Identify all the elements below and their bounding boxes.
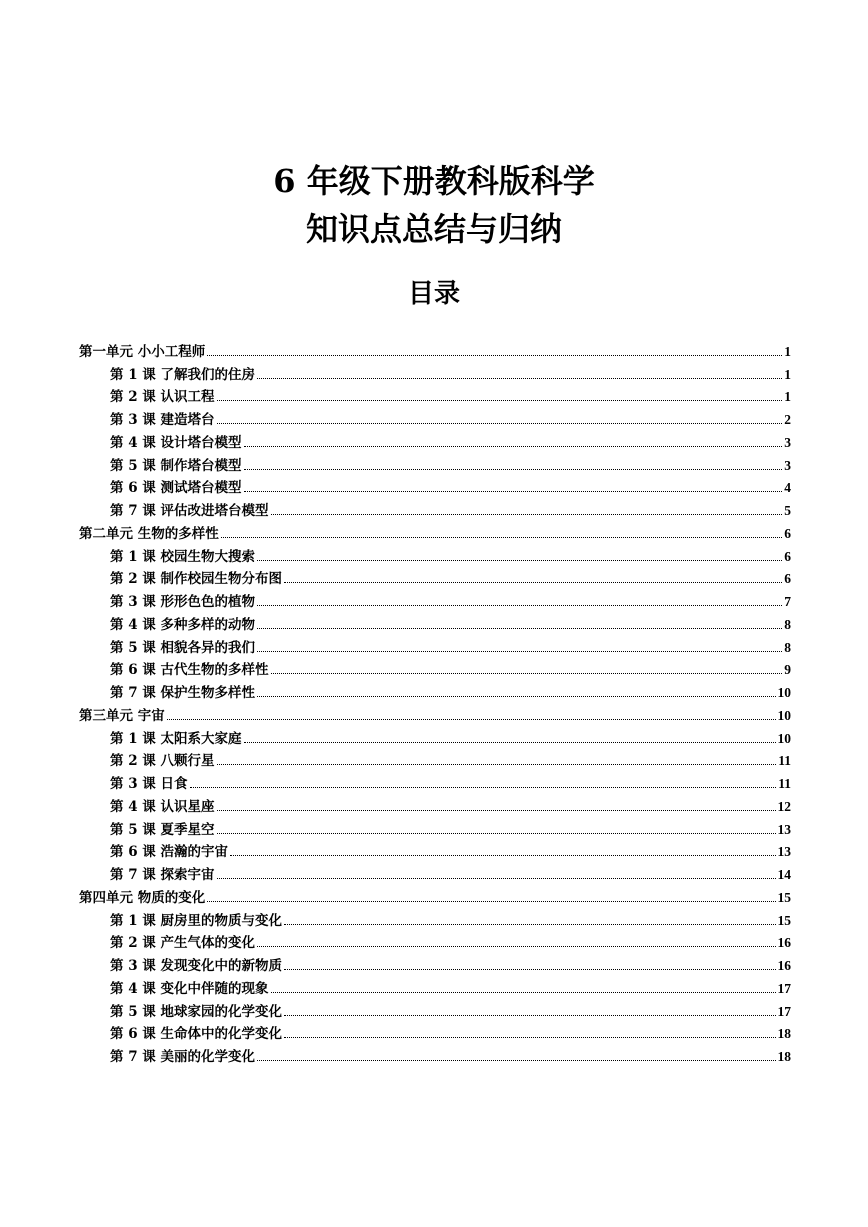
toc-dot-leader xyxy=(217,764,777,765)
toc-unit-entry[interactable] xyxy=(79,701,791,724)
toc-page-number: 6 xyxy=(784,525,791,541)
toc-dot-leader xyxy=(257,696,776,697)
toc-entry-title: 第 4 课 多种多样的动物 xyxy=(110,616,255,633)
toc-entry-title: 第 3 课 形形色色的植物 xyxy=(110,594,255,610)
toc-entry-title: 第二单元 生物的多样性 xyxy=(79,525,219,542)
toc-page-number: 18 xyxy=(777,1026,791,1042)
toc-dot-leader xyxy=(284,1037,776,1038)
toc-entry-title: 第 5 课 制作塔台模型 xyxy=(110,457,242,474)
toc-dot-leader xyxy=(284,1015,776,1016)
toc-dot-leader xyxy=(257,605,782,606)
toc-page-number: 9 xyxy=(784,662,791,678)
toc-page-number: 17 xyxy=(777,980,791,996)
toc-entry-title: 第 4 课 变化中伴随的现象 xyxy=(110,980,269,997)
toc-lesson-entry[interactable] xyxy=(79,428,791,451)
toc-entry-title: 第 6 课 浩瀚的宇宙 xyxy=(110,844,228,861)
toc-entry-title: 第 7 课 美丽的化学变化 xyxy=(110,1049,255,1065)
toc-lesson-entry[interactable] xyxy=(79,405,791,428)
toc-lesson-entry[interactable] xyxy=(79,724,791,747)
toc-entry-title: 第 2 课 认识工程 xyxy=(110,389,215,406)
toc-entry-title: 第 1 课 校园生物大搜索 xyxy=(110,548,255,565)
toc-page-number: 2 xyxy=(784,412,791,427)
toc-dot-leader xyxy=(244,742,776,743)
toc-dot-leader xyxy=(257,651,782,652)
toc-dot-leader xyxy=(271,992,776,993)
toc-page-number: 14 xyxy=(777,867,791,882)
toc-dot-leader xyxy=(244,446,783,447)
toc-dot-leader xyxy=(257,946,776,947)
toc-page-number: 1 xyxy=(784,389,791,405)
toc-heading: 目录 xyxy=(407,279,460,309)
toc-lesson-entry[interactable] xyxy=(79,587,791,610)
toc-dot-leader xyxy=(221,537,783,538)
toc-entry-title: 第 7 课 评估改进塔台模型 xyxy=(110,503,269,519)
toc-lesson-entry[interactable] xyxy=(79,360,791,383)
toc-page-number: 10 xyxy=(777,685,791,700)
toc-entry-title: 第三单元 宇宙 xyxy=(79,707,165,724)
toc-page-number: 8 xyxy=(784,616,791,632)
toc-page-number: 5 xyxy=(784,503,791,518)
toc-entry-title: 第 6 课 生命体中的化学变化 xyxy=(110,1026,282,1043)
toc-lesson-entry[interactable] xyxy=(79,974,791,997)
toc-dot-leader xyxy=(244,491,783,492)
toc-dot-leader xyxy=(284,582,782,583)
toc-unit-entry[interactable] xyxy=(79,519,791,542)
toc-page-number: 13 xyxy=(777,821,791,837)
toc-lesson-entry[interactable] xyxy=(79,383,791,406)
toc-page-number: 13 xyxy=(777,844,791,860)
toc-lesson-entry[interactable] xyxy=(79,792,791,815)
toc-lesson-entry[interactable] xyxy=(79,1042,791,1065)
toc-entry-title: 第 1 课 了解我们的住房 xyxy=(110,366,255,383)
toc-entry-title: 第 3 课 日食 xyxy=(110,776,188,792)
toc-dot-leader xyxy=(217,810,776,811)
toc-lesson-entry[interactable] xyxy=(79,610,791,633)
toc-dot-leader xyxy=(284,969,776,970)
toc-page-number: 6 xyxy=(784,571,791,587)
toc-page-number: 11 xyxy=(778,753,791,769)
toc-lesson-entry[interactable] xyxy=(79,906,791,929)
toc-dot-leader xyxy=(257,560,782,561)
toc-lesson-entry[interactable] xyxy=(79,451,791,474)
toc-lesson-entry[interactable] xyxy=(79,474,791,497)
toc-page-number: 10 xyxy=(777,707,791,723)
toc-entry-title: 第 3 课 发现变化中的新物质 xyxy=(110,958,282,974)
toc-lesson-entry[interactable] xyxy=(79,815,791,838)
toc-dot-leader xyxy=(190,787,777,788)
toc-dot-leader xyxy=(230,855,776,856)
toc-page-number: 12 xyxy=(777,798,791,814)
toc-page-number: 1 xyxy=(784,343,791,359)
toc-entry-title: 第 7 课 保护生物多样性 xyxy=(110,685,255,701)
toc-lesson-entry[interactable] xyxy=(79,747,791,770)
toc-lesson-entry[interactable] xyxy=(79,997,791,1020)
toc-page-number: 4 xyxy=(784,480,791,496)
toc-page-number: 6 xyxy=(784,548,791,564)
toc-dot-leader xyxy=(271,514,783,515)
toc-unit-entry[interactable] xyxy=(79,337,791,360)
toc-lesson-entry[interactable] xyxy=(79,496,791,519)
toc-dot-leader xyxy=(167,719,776,720)
toc-lesson-entry[interactable] xyxy=(79,951,791,974)
toc-dot-leader xyxy=(217,833,776,834)
toc-entry-title: 第 5 课 相貌各异的我们 xyxy=(110,639,255,656)
toc-dot-leader xyxy=(217,878,776,879)
toc-lesson-entry[interactable] xyxy=(79,565,791,588)
toc-page-number: 16 xyxy=(777,958,791,973)
toc-dot-leader xyxy=(257,628,782,629)
toc-entry-title: 第 2 课 产生气体的变化 xyxy=(110,935,255,952)
toc-dot-leader xyxy=(217,423,783,424)
toc-dot-leader xyxy=(257,378,782,379)
toc-lesson-entry[interactable] xyxy=(79,769,791,792)
toc-entry-title: 第 3 课 建造塔台 xyxy=(110,412,215,428)
toc-entry-title: 第 1 课 厨房里的物质与变化 xyxy=(110,912,282,929)
toc-page-number: 8 xyxy=(784,639,791,655)
toc-page-number: 3 xyxy=(784,457,791,473)
toc-entry-title: 第 7 课 探索宇宙 xyxy=(110,867,215,883)
toc-page-number: 16 xyxy=(777,935,791,951)
toc-dot-leader xyxy=(244,469,783,470)
toc-page-number: 15 xyxy=(777,889,791,905)
toc-lesson-entry[interactable] xyxy=(79,860,791,883)
toc-lesson-entry[interactable] xyxy=(79,542,791,565)
toc-entry-title: 第 5 课 夏季星空 xyxy=(110,821,215,838)
toc-dot-leader xyxy=(257,1060,776,1061)
toc-page-number: 18 xyxy=(777,1049,791,1064)
toc-entry-title: 第四单元 物质的变化 xyxy=(79,889,206,906)
toc-page-number: 3 xyxy=(784,434,791,450)
toc-entry-title: 第 4 课 设计塔台模型 xyxy=(110,434,242,451)
toc-page-number: 17 xyxy=(777,1003,791,1019)
toc-dot-leader xyxy=(217,400,783,401)
toc-lesson-entry[interactable] xyxy=(79,633,791,656)
toc-entry-title: 第 2 课 制作校园生物分布图 xyxy=(110,571,282,588)
toc-entry-title: 第 2 课 八颗行星 xyxy=(110,753,215,770)
toc-unit-entry[interactable] xyxy=(79,883,791,906)
toc-dot-leader xyxy=(284,924,776,925)
toc-page-number: 1 xyxy=(784,366,791,382)
toc-lesson-entry[interactable] xyxy=(79,656,791,679)
toc-entry-title: 第 4 课 认识星座 xyxy=(110,798,215,815)
table-of-contents xyxy=(79,337,791,1065)
toc-entry-title: 第 5 课 地球家园的化学变化 xyxy=(110,1003,282,1020)
document-title xyxy=(0,157,868,253)
toc-dot-leader xyxy=(207,355,782,356)
toc-lesson-entry[interactable] xyxy=(79,678,791,701)
toc-entry-title: 第 6 课 古代生物的多样性 xyxy=(110,662,269,679)
toc-entry-title: 第 6 课 测试塔台模型 xyxy=(110,480,242,497)
toc-page-number: 10 xyxy=(777,730,791,746)
title-line-2: 知识点总结与归纳 xyxy=(305,210,562,248)
toc-entry-title: 第一单元 小小工程师 xyxy=(79,343,206,360)
toc-dot-leader xyxy=(207,901,775,902)
toc-lesson-entry[interactable] xyxy=(79,929,791,952)
toc-lesson-entry[interactable] xyxy=(79,1020,791,1043)
toc-entry-title: 第 1 课 太阳系大家庭 xyxy=(110,730,242,747)
toc-page-number: 11 xyxy=(778,776,791,791)
toc-dot-leader xyxy=(271,673,783,674)
toc-page-number: 7 xyxy=(784,594,791,609)
toc-page-number: 15 xyxy=(777,912,791,928)
toc-lesson-entry[interactable] xyxy=(79,838,791,861)
title-line-1: 6 年级下册教科版科学 xyxy=(273,162,595,200)
